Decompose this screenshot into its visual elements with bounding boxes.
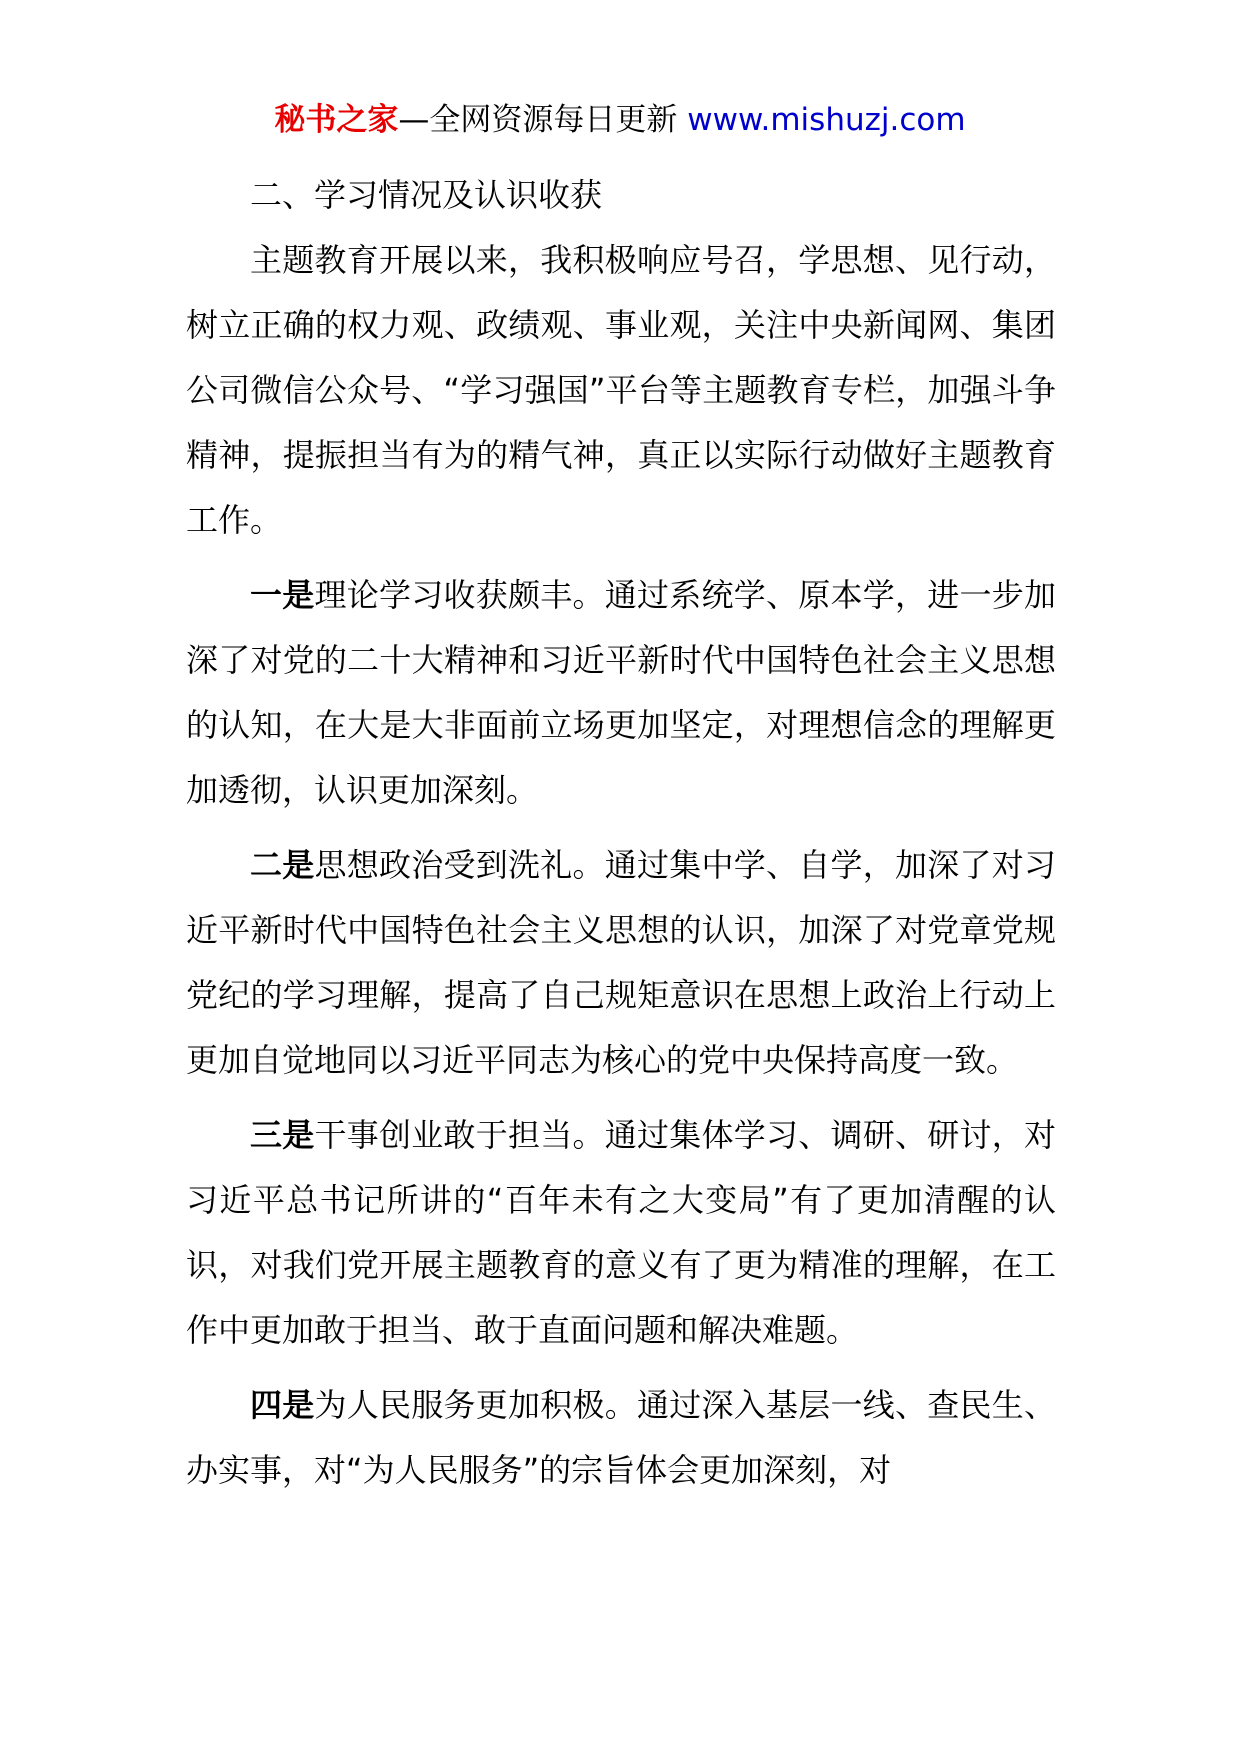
point-lead-2: 二是: [250, 846, 315, 884]
site-header: [0, 100, 1240, 140]
site-tagline: —全网资源每日更新: [398, 102, 678, 138]
point-text-2: 思想政治受到洗礼。通过集中学、自学，加深了对习近平新时代中国特色社会主义思想的认识，加深了对党章党规党纪的学习理解，提高了自己规矩意识在思想上政治上行动上更加自觉地同以习近平同志为核心的党中央保持高度一致。: [186, 846, 1056, 1079]
point-paragraph-1: [186, 563, 1056, 823]
point-paragraph-3: [186, 1103, 1056, 1363]
site-brand: 秘书之家: [274, 102, 399, 138]
point-text-4: 为人民服务更加积极。通过深入基层一线、查民生、办实事，对“为人民服务”的宗旨体会更加深刻，对: [186, 1386, 1056, 1489]
point-paragraph-4: [186, 1373, 1056, 1503]
point-lead-1: 一是: [250, 576, 315, 614]
section-heading: 二、学习情况及认识收获: [250, 176, 603, 214]
point-lead-3: 三是: [250, 1116, 315, 1154]
site-url-link[interactable]: www.mishuzj.com: [687, 102, 966, 138]
point-paragraph-2: [186, 833, 1056, 1093]
intro-paragraph: 主题教育开展以来，我积极响应号召，学思想、见行动，树立正确的权力观、政绩观、事业观，关注中央新闻网、集团公司微信公众号、“学习强国”平台等主题教育专栏，加强斗争精神，提振担当有为的精气神，真正以实际行动做好主题教育工作。: [186, 241, 1056, 539]
point-lead-4: 四是: [250, 1386, 315, 1424]
point-text-3: 干事创业敢于担当。通过集体学习、调研、研讨，对习近平总书记所讲的“百年未有之大变局”有了更加清醒的认识，对我们党开展主题教育的意义有了更为精准的理解，在工作中更加敢于担当、敢于直面问题和解决难题。: [186, 1116, 1056, 1349]
point-text-1: 理论学习收获颇丰。通过系统学、原本学，进一步加深了对党的二十大精神和习近平新时代中国特色社会主义思想的认知，在大是大非面前立场更加坚定，对理想信念的理解更加透彻，认识更加深刻。: [186, 576, 1056, 809]
document-body: [186, 163, 1056, 1503]
